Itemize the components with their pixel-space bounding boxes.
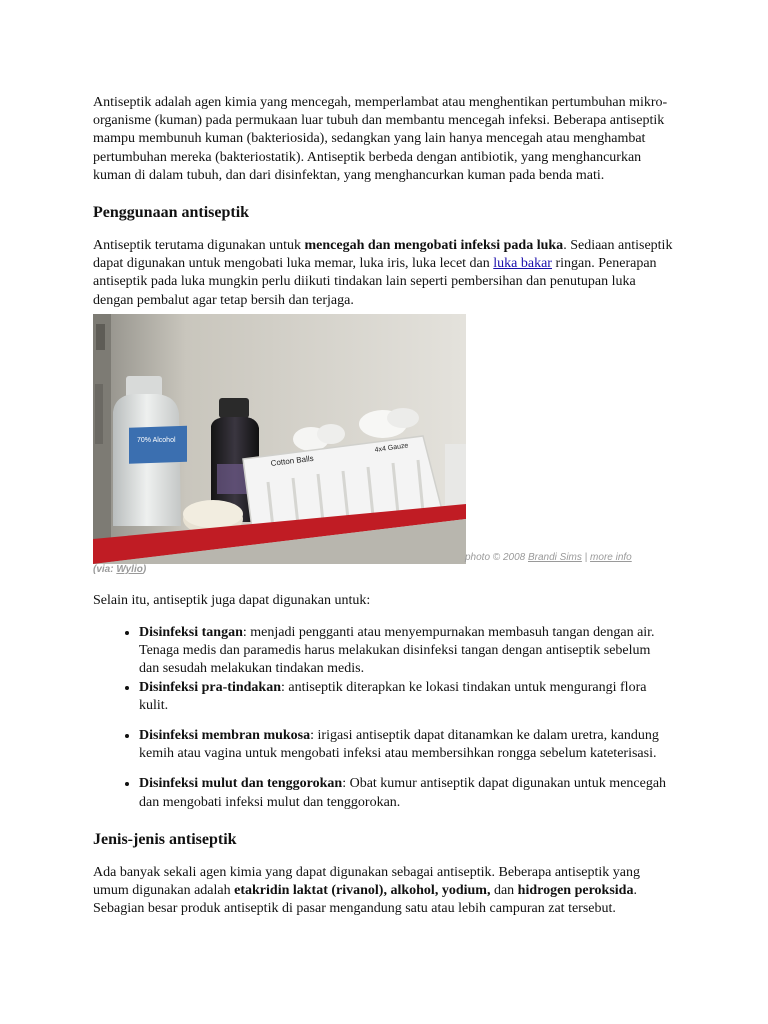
types-text-2: dan (490, 883, 518, 899)
wylio-link[interactable]: Wylio (116, 563, 143, 575)
basket-label-cotton: Cotton Balls (270, 453, 315, 468)
document-page (93, 94, 678, 918)
use-desc: : Obat kumur antiseptik dapat digunakan untuk mencegah dan mengobati infeksi mulut dan tenggorokan. (139, 776, 667, 810)
types-bold-1: etakridin laktat (rivanol), alkohol, yodium, (234, 883, 491, 899)
also-paragraph: Selain itu, antiseptik juga dapat digunakan untuk: (93, 592, 371, 608)
types-heading: Jenis-jenis antiseptik (93, 830, 237, 848)
usage-text-2: . Sediaan antiseptik dapat digunakan untuk mengobati luka memar, luka iris, luka lecet dan (93, 238, 673, 272)
usage-bold: mencegah dan mengobati infeksi pada luka (304, 238, 564, 254)
use-term: Disinfeksi mulut dan tenggorokan (139, 776, 343, 792)
types-paragraph (93, 864, 678, 919)
usage-paragraph (93, 237, 678, 310)
antiseptic-shelf-photo (93, 314, 466, 564)
types-text-1: Ada banyak sekali agen kimia yang dapat digunakan sebagai antiseptik. Beberapa antiseptik yang umum digunakan adalah (93, 864, 640, 899)
uses-list (93, 624, 678, 812)
via-prefix: (via: (93, 563, 117, 575)
use-desc: : antiseptik diterapkan ke lokasi tindakan untuk mengurangi flora kulit. (139, 679, 647, 713)
burn-wound-link[interactable]: luka bakar (493, 256, 552, 272)
more-info-link[interactable]: more info (590, 551, 632, 563)
photo-via (93, 564, 146, 576)
bottle-label-text: 70% Alcohol (137, 436, 176, 444)
credit-text: photo © 2008 (465, 551, 528, 563)
credit-author-link[interactable]: Brandi Sims (527, 551, 582, 563)
types-bold-2: hidrogen peroksida (517, 883, 634, 899)
list-item (139, 727, 678, 763)
use-term: Disinfeksi membran mukosa (139, 728, 311, 744)
via-suffix: ) (142, 563, 147, 575)
list-item (139, 679, 678, 715)
basket-label-gauze: 4x4 Gauze (374, 442, 409, 454)
use-desc: : irigasi antiseptik dapat ditanamkan ke dalam uretra, kandung kemih atau vagina untuk mengobati infeksi atau membersihkan rongga sebelum kateterisasi. (139, 728, 659, 762)
types-text-3: . Sebagian besar produk antiseptik di pasar mengandung satu atau lebih campuran zat tersebut. (93, 883, 637, 917)
photo-credit (465, 552, 632, 564)
use-term: Disinfeksi pra-tindakan (139, 679, 281, 695)
list-item (139, 775, 678, 811)
list-item (139, 624, 678, 679)
use-term: Disinfeksi tangan (139, 625, 243, 641)
usage-heading: Penggunaan antiseptik (93, 204, 250, 222)
credit-separator: | (581, 551, 591, 563)
use-desc: : menjadi pengganti atau menyempurnakan membasuh tangan dengan air. Tenaga medis dan paramedis harus melakukan disinfeksi tangan dengan antiseptik sebelum dan sesudah melakukan tindakan medis. (139, 625, 655, 677)
usage-text-1: Antiseptik terutama digunakan untuk (93, 238, 305, 254)
usage-text-3: ringan. Penerapan antiseptik pada luka mungkin perlu diikuti tindakan lain seperti pembersihan dan penutupan luka dengan pembalut agar tetap bersih dan terjaga. (93, 256, 657, 308)
intro-paragraph: Antiseptik adalah agen kimia yang mencegah, memperlambat atau menghentikan pertumbuhan mikro-organisme (kuman) pada permukaan luar tubuh dan membantu mencegah infeksi. Beberapa antiseptik mampu membunuh kuman (bakteriosida), sedangkan yang lain hanya mencegah atau menghambat pertumbuhan mereka (bakteriostatik). Antiseptik berbeda dengan antibiotik, yang menghancurkan kuman di dalam tubuh, dan dari disinfektan, yang menghancurkan kuman pada benda mati. (93, 95, 668, 183)
photo-figure (93, 314, 678, 576)
